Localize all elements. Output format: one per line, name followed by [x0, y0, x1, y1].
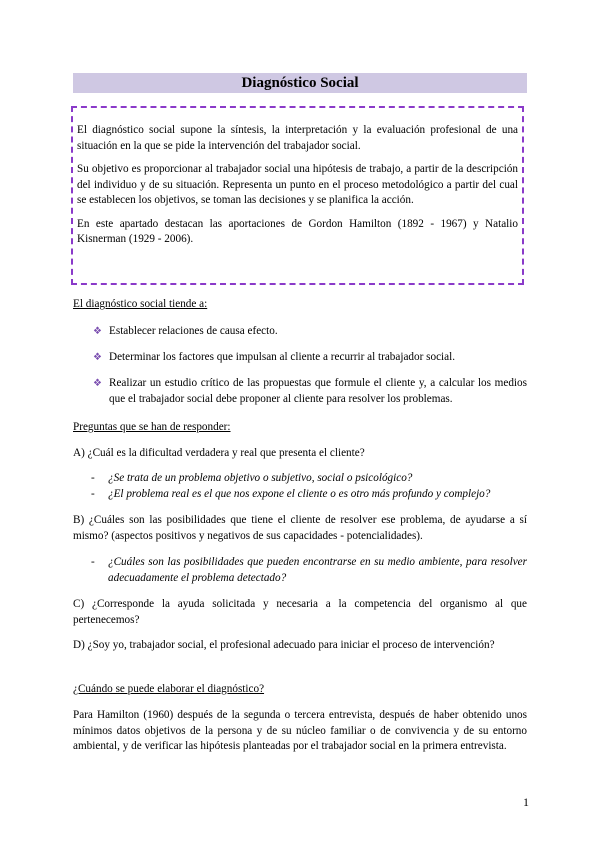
- intro-paragraph-2: Su objetivo es proporcionar al trabajador social una hipótesis de trabajo, a partir de la descripción del individuo y de su situación. Representa un punto en el proceso metodológico a partir del cual se establecen los objetivos, se toman las decisiones y se planifica la acción.: [77, 163, 518, 206]
- question-d: D) ¿Soy yo, trabajador social, el profesional adecuado para iniciar el proceso de intervención?: [73, 639, 495, 651]
- question-a: A) ¿Cuál es la dificultad verdadera y real que presenta el cliente?: [73, 447, 365, 459]
- list-item: [93, 324, 527, 340]
- list-item: [91, 471, 527, 487]
- intro-paragraph-3: En este apartado destacan las aportaciones de Gordon Hamilton (1892 - 1967) y Natalio Kisnerman (1929 - 2006).: [77, 217, 518, 245]
- cuando-paragraph: Para Hamilton (1960) después de la segunda o tercera entrevista, después de haber obtenido unos mínimos datos objetivos de la persona y de su núcleo familiar o de convivencia y de su entorno ambiental, y de verificar las hipótesis planteadas por el trabajador social en la primera entrevista.: [73, 709, 527, 752]
- list-item-text: Realizar un estudio crítico de las propuestas que formule el cliente y, a calcular los medios que el trabajador social debe proponer al cliente para resolver los problemas.: [109, 377, 527, 405]
- list-item: [93, 376, 527, 407]
- page-title: Diagnóstico Social: [73, 73, 527, 93]
- intro-box: [71, 106, 524, 285]
- diamond-bullet-icon: ❖: [93, 352, 102, 363]
- list-item-text: ¿Se trata de un problema objetivo o subjetivo, social o psicológico?: [108, 472, 413, 484]
- question-c: C) ¿Corresponde la ayuda solicitada y necesaria a la competencia del organismo al que pertenecemos?: [73, 598, 527, 626]
- list-item: [91, 555, 527, 586]
- dash-marker: -: [91, 488, 95, 500]
- cuando-heading: ¿Cuándo se puede elaborar el diagnóstico?: [73, 683, 265, 695]
- tiende-heading: El diagnóstico social tiende a:: [73, 298, 208, 310]
- list-item-text: Determinar los factores que impulsan al cliente a recurrir al trabajador social.: [109, 351, 456, 363]
- page-number: 1: [523, 795, 529, 809]
- list-item: [91, 487, 527, 503]
- list-item: [93, 350, 527, 366]
- dash-marker: -: [91, 556, 95, 568]
- dash-marker: -: [91, 472, 95, 484]
- preguntas-heading: Preguntas que se han de responder:: [73, 421, 231, 433]
- intro-paragraph-1: El diagnóstico social supone la síntesis, la interpretación y la evaluación profesional de una situación en la que se pide la intervención del trabajador social.: [77, 124, 518, 152]
- diamond-bullet-icon: ❖: [93, 326, 102, 337]
- question-b: B) ¿Cuáles son las posibilidades que tiene el cliente de resolver ese problema, de ayudarse a sí mismo? (aspectos positivos y negativos de sus capacidades - potencialidades).: [73, 514, 527, 542]
- list-item-text: Establecer relaciones de causa efecto.: [109, 325, 278, 337]
- list-item-text: ¿Cuáles son las posibilidades que pueden encontrarse en su medio ambiente, para resolver adecuadamente el problema detectado?: [108, 556, 527, 584]
- list-item-text: ¿El problema real es el que nos expone el cliente o es otro más profundo y complejo?: [108, 488, 491, 500]
- diamond-bullet-icon: ❖: [93, 378, 102, 389]
